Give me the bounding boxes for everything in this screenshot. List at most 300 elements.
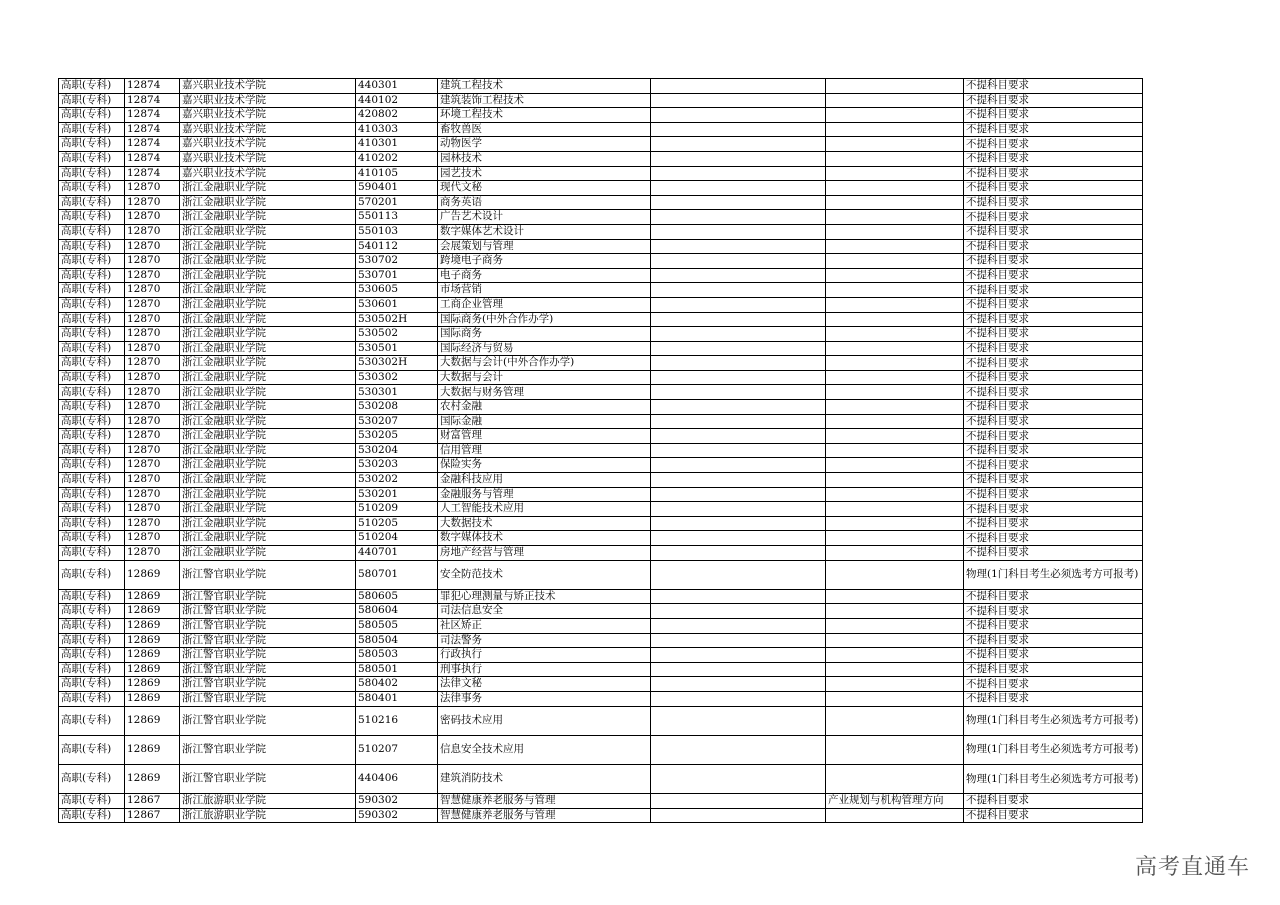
direction-cell — [826, 108, 964, 123]
school-name-cell: 浙江金融职业学院 — [180, 356, 356, 371]
level-cell: 高职(专科) — [59, 808, 125, 823]
major-code-cell: 440406 — [356, 764, 438, 793]
direction-cell — [826, 239, 964, 254]
table-row — [59, 239, 1143, 254]
subject-requirement-cell: 不提科目要求 — [964, 254, 1143, 269]
school-name-cell: 浙江金融职业学院 — [180, 297, 356, 312]
note-cell — [651, 224, 826, 239]
subject-requirement-cell: 不提科目要求 — [964, 618, 1143, 633]
level-cell: 高职(专科) — [59, 458, 125, 473]
subject-requirement-cell: 不提科目要求 — [964, 137, 1143, 152]
note-cell — [651, 122, 826, 137]
level-cell: 高职(专科) — [59, 691, 125, 706]
direction-cell — [826, 531, 964, 546]
major-name-cell: 建筑工程技术 — [438, 79, 651, 94]
school-name-cell: 嘉兴职业技术学院 — [180, 108, 356, 123]
level-cell: 高职(专科) — [59, 546, 125, 561]
direction-cell — [826, 151, 964, 166]
major-code-cell: 530702 — [356, 254, 438, 269]
level-cell: 高职(专科) — [59, 662, 125, 677]
subject-requirement-cell: 不提科目要求 — [964, 341, 1143, 356]
direction-cell — [826, 502, 964, 517]
major-name-cell: 安全防范技术 — [438, 560, 651, 589]
major-name-cell: 跨境电子商务 — [438, 254, 651, 269]
direction-cell — [826, 633, 964, 648]
school-code-cell: 12869 — [125, 604, 180, 619]
table-row — [59, 385, 1143, 400]
major-code-cell: 530207 — [356, 414, 438, 429]
major-code-cell: 530502H — [356, 312, 438, 327]
note-cell — [651, 764, 826, 793]
major-code-cell: 550113 — [356, 210, 438, 225]
table-row — [59, 224, 1143, 239]
school-name-cell: 浙江金融职业学院 — [180, 546, 356, 561]
school-code-cell: 12870 — [125, 181, 180, 196]
note-cell — [651, 327, 826, 342]
table-row — [59, 808, 1143, 823]
note-cell — [651, 268, 826, 283]
subject-requirement-cell: 不提科目要求 — [964, 589, 1143, 604]
subject-requirement-cell: 不提科目要求 — [964, 239, 1143, 254]
table-row — [59, 677, 1143, 692]
major-code-cell: 510207 — [356, 735, 438, 764]
major-name-cell: 密码技术应用 — [438, 706, 651, 735]
major-code-cell: 530201 — [356, 487, 438, 502]
direction-cell — [826, 137, 964, 152]
direction-cell — [826, 648, 964, 663]
note-cell — [651, 210, 826, 225]
major-name-cell: 金融科技应用 — [438, 473, 651, 488]
school-code-cell: 12870 — [125, 414, 180, 429]
school-name-cell: 浙江金融职业学院 — [180, 268, 356, 283]
note-cell — [651, 677, 826, 692]
major-code-cell: 580401 — [356, 691, 438, 706]
major-code-cell: 580504 — [356, 633, 438, 648]
table-row — [59, 79, 1143, 94]
table-row — [59, 487, 1143, 502]
level-cell: 高职(专科) — [59, 516, 125, 531]
level-cell: 高职(专科) — [59, 210, 125, 225]
major-code-cell: 580701 — [356, 560, 438, 589]
major-code-cell: 530701 — [356, 268, 438, 283]
school-code-cell: 12870 — [125, 195, 180, 210]
school-code-cell: 12870 — [125, 283, 180, 298]
subject-requirement-cell: 不提科目要求 — [964, 633, 1143, 648]
school-name-cell: 嘉兴职业技术学院 — [180, 137, 356, 152]
major-name-cell: 建筑消防技术 — [438, 764, 651, 793]
school-code-cell: 12874 — [125, 122, 180, 137]
school-name-cell: 浙江金融职业学院 — [180, 341, 356, 356]
direction-cell — [826, 327, 964, 342]
major-code-cell: 440102 — [356, 93, 438, 108]
school-name-cell: 浙江金融职业学院 — [180, 531, 356, 546]
major-code-cell: 580501 — [356, 662, 438, 677]
direction-cell: 产业规划与机构管理方向 — [826, 794, 964, 809]
note-cell — [651, 487, 826, 502]
subject-requirement-cell: 不提科目要求 — [964, 794, 1143, 809]
school-code-cell: 12870 — [125, 327, 180, 342]
note-cell — [651, 312, 826, 327]
school-code-cell: 12869 — [125, 618, 180, 633]
subject-requirement-cell: 不提科目要求 — [964, 662, 1143, 677]
note-cell — [651, 458, 826, 473]
major-name-cell: 法律文秘 — [438, 677, 651, 692]
subject-requirement-cell: 不提科目要求 — [964, 327, 1143, 342]
table-row — [59, 531, 1143, 546]
school-name-cell: 浙江警官职业学院 — [180, 706, 356, 735]
table-row — [59, 429, 1143, 444]
major-name-cell: 社区矫正 — [438, 618, 651, 633]
level-cell: 高职(专科) — [59, 195, 125, 210]
school-name-cell: 浙江警官职业学院 — [180, 633, 356, 648]
subject-requirement-cell: 不提科目要求 — [964, 181, 1143, 196]
note-cell — [651, 181, 826, 196]
direction-cell — [826, 254, 964, 269]
level-cell: 高职(专科) — [59, 400, 125, 415]
school-code-cell: 12869 — [125, 662, 180, 677]
table-row — [59, 356, 1143, 371]
note-cell — [651, 794, 826, 809]
school-code-cell: 12870 — [125, 356, 180, 371]
school-code-cell: 12870 — [125, 268, 180, 283]
level-cell: 高职(专科) — [59, 312, 125, 327]
major-name-cell: 农村金融 — [438, 400, 651, 415]
major-name-cell: 数字媒体艺术设计 — [438, 224, 651, 239]
school-code-cell: 12870 — [125, 473, 180, 488]
table-row — [59, 618, 1143, 633]
major-name-cell: 国际金融 — [438, 414, 651, 429]
table-row — [59, 151, 1143, 166]
major-code-cell: 410202 — [356, 151, 438, 166]
major-name-cell: 市场营销 — [438, 283, 651, 298]
level-cell: 高职(专科) — [59, 108, 125, 123]
school-name-cell: 浙江警官职业学院 — [180, 662, 356, 677]
table-row — [59, 166, 1143, 181]
level-cell: 高职(专科) — [59, 443, 125, 458]
school-code-cell: 12874 — [125, 137, 180, 152]
school-name-cell: 浙江警官职业学院 — [180, 691, 356, 706]
note-cell — [651, 443, 826, 458]
note-cell — [651, 414, 826, 429]
note-cell — [651, 108, 826, 123]
table-row — [59, 137, 1143, 152]
school-code-cell: 12869 — [125, 589, 180, 604]
major-name-cell: 法律事务 — [438, 691, 651, 706]
school-name-cell: 浙江警官职业学院 — [180, 589, 356, 604]
school-name-cell: 浙江金融职业学院 — [180, 283, 356, 298]
major-code-cell: 530208 — [356, 400, 438, 415]
major-name-cell: 数字媒体技术 — [438, 531, 651, 546]
school-name-cell: 浙江警官职业学院 — [180, 560, 356, 589]
level-cell: 高职(专科) — [59, 79, 125, 94]
major-code-cell: 530205 — [356, 429, 438, 444]
school-name-cell: 嘉兴职业技术学院 — [180, 93, 356, 108]
major-code-cell: 530302H — [356, 356, 438, 371]
table-row — [59, 195, 1143, 210]
major-name-cell: 行政执行 — [438, 648, 651, 663]
note-cell — [651, 808, 826, 823]
school-name-cell: 浙江金融职业学院 — [180, 254, 356, 269]
table-row — [59, 341, 1143, 356]
note-cell — [651, 400, 826, 415]
level-cell: 高职(专科) — [59, 677, 125, 692]
subject-requirement-cell: 物理(1门科目考生必须选考方可报考) — [964, 706, 1143, 735]
direction-cell — [826, 268, 964, 283]
school-name-cell: 浙江金融职业学院 — [180, 327, 356, 342]
subject-requirement-cell: 不提科目要求 — [964, 443, 1143, 458]
school-name-cell: 浙江旅游职业学院 — [180, 794, 356, 809]
table-row — [59, 662, 1143, 677]
subject-requirement-cell: 不提科目要求 — [964, 297, 1143, 312]
direction-cell — [826, 93, 964, 108]
subject-requirement-cell: 不提科目要求 — [964, 210, 1143, 225]
direction-cell — [826, 297, 964, 312]
school-code-cell: 12869 — [125, 735, 180, 764]
major-name-cell: 环境工程技术 — [438, 108, 651, 123]
level-cell: 高职(专科) — [59, 341, 125, 356]
subject-requirement-cell: 不提科目要求 — [964, 414, 1143, 429]
major-name-cell: 保险实务 — [438, 458, 651, 473]
direction-cell — [826, 808, 964, 823]
note-cell — [651, 546, 826, 561]
major-code-cell: 590302 — [356, 794, 438, 809]
level-cell: 高职(专科) — [59, 618, 125, 633]
level-cell: 高职(专科) — [59, 385, 125, 400]
major-name-cell: 园艺技术 — [438, 166, 651, 181]
note-cell — [651, 589, 826, 604]
school-code-cell: 12869 — [125, 677, 180, 692]
major-name-cell: 建筑装饰工程技术 — [438, 93, 651, 108]
note-cell — [651, 137, 826, 152]
direction-cell — [826, 458, 964, 473]
table-body — [59, 79, 1143, 823]
subject-requirement-cell: 物理(1门科目考生必须选考方可报考) — [964, 764, 1143, 793]
school-name-cell: 浙江金融职业学院 — [180, 195, 356, 210]
major-code-cell: 580605 — [356, 589, 438, 604]
school-code-cell: 12867 — [125, 808, 180, 823]
subject-requirement-cell: 不提科目要求 — [964, 370, 1143, 385]
direction-cell — [826, 604, 964, 619]
major-code-cell: 510216 — [356, 706, 438, 735]
major-code-cell: 510205 — [356, 516, 438, 531]
table-row — [59, 458, 1143, 473]
table-row — [59, 794, 1143, 809]
direction-cell — [826, 677, 964, 692]
school-name-cell: 浙江金融职业学院 — [180, 414, 356, 429]
school-name-cell: 嘉兴职业技术学院 — [180, 151, 356, 166]
school-name-cell: 浙江警官职业学院 — [180, 604, 356, 619]
direction-cell — [826, 443, 964, 458]
school-name-cell: 浙江金融职业学院 — [180, 370, 356, 385]
direction-cell — [826, 400, 964, 415]
school-name-cell: 浙江警官职业学院 — [180, 764, 356, 793]
direction-cell — [826, 764, 964, 793]
table-row — [59, 312, 1143, 327]
note-cell — [651, 648, 826, 663]
subject-requirement-cell: 物理(1门科目考生必须选考方可报考) — [964, 560, 1143, 589]
major-name-cell: 国际商务(中外合作办学) — [438, 312, 651, 327]
school-name-cell: 嘉兴职业技术学院 — [180, 122, 356, 137]
direction-cell — [826, 385, 964, 400]
major-code-cell: 410303 — [356, 122, 438, 137]
direction-cell — [826, 706, 964, 735]
school-code-cell: 12870 — [125, 429, 180, 444]
major-code-cell: 530601 — [356, 297, 438, 312]
level-cell: 高职(专科) — [59, 137, 125, 152]
school-name-cell: 浙江金融职业学院 — [180, 210, 356, 225]
subject-requirement-cell: 不提科目要求 — [964, 516, 1143, 531]
school-code-cell: 12874 — [125, 151, 180, 166]
school-code-cell: 12869 — [125, 560, 180, 589]
school-code-cell: 12870 — [125, 546, 180, 561]
direction-cell — [826, 473, 964, 488]
subject-requirement-cell: 不提科目要求 — [964, 808, 1143, 823]
school-name-cell: 浙江金融职业学院 — [180, 443, 356, 458]
level-cell: 高职(专科) — [59, 414, 125, 429]
subject-requirement-cell: 不提科目要求 — [964, 93, 1143, 108]
table-row — [59, 400, 1143, 415]
subject-requirement-cell: 不提科目要求 — [964, 108, 1143, 123]
major-code-cell: 530502 — [356, 327, 438, 342]
table-row — [59, 604, 1143, 619]
level-cell: 高职(专科) — [59, 283, 125, 298]
school-name-cell: 浙江警官职业学院 — [180, 735, 356, 764]
level-cell: 高职(专科) — [59, 239, 125, 254]
major-name-cell: 人工智能技术应用 — [438, 502, 651, 517]
subject-requirement-cell: 不提科目要求 — [964, 487, 1143, 502]
subject-requirement-cell: 不提科目要求 — [964, 429, 1143, 444]
note-cell — [651, 385, 826, 400]
major-code-cell: 440701 — [356, 546, 438, 561]
school-code-cell: 12869 — [125, 691, 180, 706]
school-name-cell: 浙江金融职业学院 — [180, 487, 356, 502]
major-name-cell: 司法信息安全 — [438, 604, 651, 619]
school-code-cell: 12870 — [125, 443, 180, 458]
subject-requirement-cell: 不提科目要求 — [964, 691, 1143, 706]
major-code-cell: 530204 — [356, 443, 438, 458]
table-row — [59, 691, 1143, 706]
direction-cell — [826, 283, 964, 298]
note-cell — [651, 429, 826, 444]
table-row — [59, 735, 1143, 764]
subject-requirement-cell: 不提科目要求 — [964, 458, 1143, 473]
major-name-cell: 大数据技术 — [438, 516, 651, 531]
table-row — [59, 589, 1143, 604]
note-cell — [651, 297, 826, 312]
major-name-cell: 司法警务 — [438, 633, 651, 648]
note-cell — [651, 516, 826, 531]
school-code-cell: 12874 — [125, 79, 180, 94]
note-cell — [651, 735, 826, 764]
direction-cell — [826, 618, 964, 633]
direction-cell — [826, 546, 964, 561]
school-name-cell: 浙江警官职业学院 — [180, 677, 356, 692]
direction-cell — [826, 181, 964, 196]
table-row — [59, 283, 1143, 298]
direction-cell — [826, 516, 964, 531]
school-code-cell: 12870 — [125, 254, 180, 269]
level-cell: 高职(专科) — [59, 531, 125, 546]
level-cell: 高职(专科) — [59, 502, 125, 517]
table-row — [59, 122, 1143, 137]
school-code-cell: 12870 — [125, 502, 180, 517]
direction-cell — [826, 429, 964, 444]
school-name-cell: 浙江金融职业学院 — [180, 458, 356, 473]
major-name-cell: 罪犯心理测量与矫正技术 — [438, 589, 651, 604]
major-name-cell: 动物医学 — [438, 137, 651, 152]
major-name-cell: 广告艺术设计 — [438, 210, 651, 225]
table-row — [59, 297, 1143, 312]
major-code-cell: 580402 — [356, 677, 438, 692]
level-cell: 高职(专科) — [59, 633, 125, 648]
major-name-cell: 电子商务 — [438, 268, 651, 283]
school-name-cell: 浙江金融职业学院 — [180, 429, 356, 444]
direction-cell — [826, 224, 964, 239]
major-code-cell: 540112 — [356, 239, 438, 254]
note-cell — [651, 502, 826, 517]
watermark-text: 高考直通车 — [1134, 855, 1250, 880]
subject-requirement-cell: 不提科目要求 — [964, 546, 1143, 561]
direction-cell — [826, 560, 964, 589]
school-name-cell: 嘉兴职业技术学院 — [180, 79, 356, 94]
school-code-cell: 12874 — [125, 93, 180, 108]
note-cell — [651, 93, 826, 108]
school-code-cell: 12870 — [125, 312, 180, 327]
table-row — [59, 546, 1143, 561]
note-cell — [651, 633, 826, 648]
subject-requirement-cell: 不提科目要求 — [964, 166, 1143, 181]
note-cell — [651, 662, 826, 677]
school-name-cell: 浙江警官职业学院 — [180, 618, 356, 633]
table-row — [59, 443, 1143, 458]
table-row — [59, 706, 1143, 735]
major-code-cell: 550103 — [356, 224, 438, 239]
subject-requirement-cell: 不提科目要求 — [964, 677, 1143, 692]
major-code-cell: 580505 — [356, 618, 438, 633]
table-row — [59, 210, 1143, 225]
subject-requirement-cell: 不提科目要求 — [964, 473, 1143, 488]
direction-cell — [826, 122, 964, 137]
school-name-cell: 浙江金融职业学院 — [180, 473, 356, 488]
school-name-cell: 浙江金融职业学院 — [180, 502, 356, 517]
subject-requirement-cell: 不提科目要求 — [964, 502, 1143, 517]
note-cell — [651, 254, 826, 269]
major-code-cell: 440301 — [356, 79, 438, 94]
level-cell: 高职(专科) — [59, 181, 125, 196]
subject-requirement-cell: 不提科目要求 — [964, 151, 1143, 166]
major-name-cell: 信息安全技术应用 — [438, 735, 651, 764]
school-code-cell: 12870 — [125, 400, 180, 415]
level-cell: 高职(专科) — [59, 764, 125, 793]
table-row — [59, 181, 1143, 196]
major-code-cell: 570201 — [356, 195, 438, 210]
school-code-cell: 12874 — [125, 108, 180, 123]
major-name-cell: 智慧健康养老服务与管理 — [438, 794, 651, 809]
table-row — [59, 648, 1143, 663]
note-cell — [651, 79, 826, 94]
subject-requirement-cell: 不提科目要求 — [964, 224, 1143, 239]
major-name-cell: 会展策划与管理 — [438, 239, 651, 254]
direction-cell — [826, 312, 964, 327]
level-cell: 高职(专科) — [59, 473, 125, 488]
direction-cell — [826, 166, 964, 181]
subject-requirement-cell: 不提科目要求 — [964, 604, 1143, 619]
school-code-cell: 12870 — [125, 385, 180, 400]
school-name-cell: 浙江金融职业学院 — [180, 181, 356, 196]
school-code-cell: 12869 — [125, 648, 180, 663]
school-code-cell: 12870 — [125, 516, 180, 531]
level-cell: 高职(专科) — [59, 648, 125, 663]
